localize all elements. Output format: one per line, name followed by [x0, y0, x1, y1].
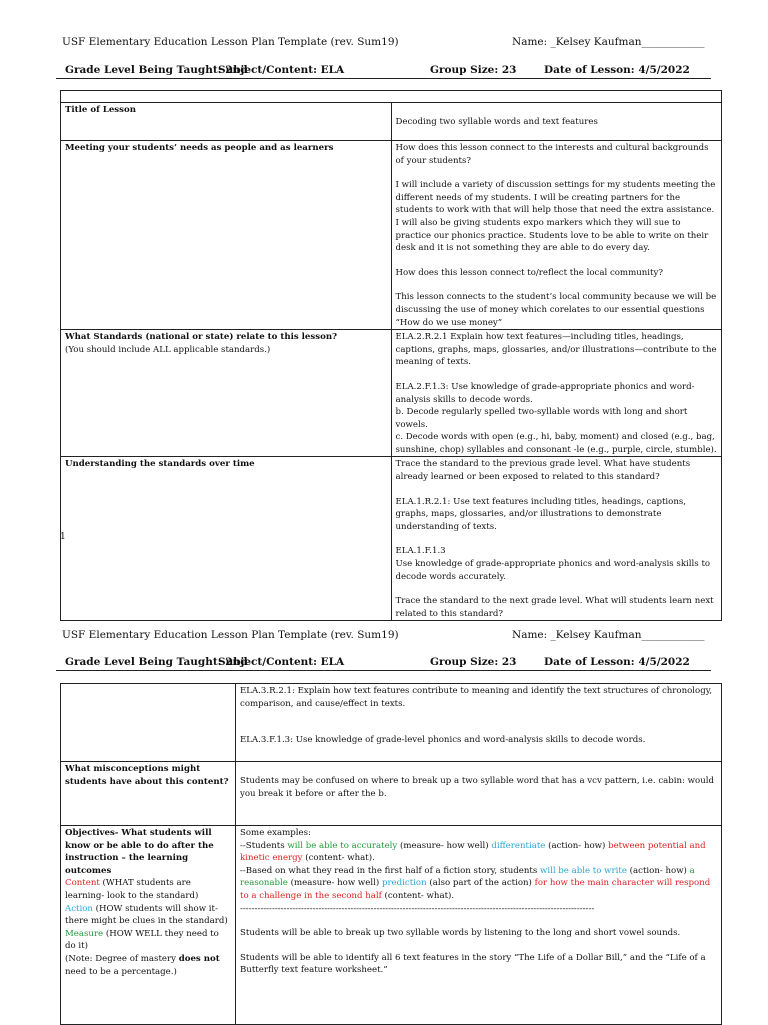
misconceptions-value: Students may be confused on where to break up a two syllable word that has a vcv pattern, i.e. cabin: would you break it before or after the b.: [240, 776, 714, 799]
next-grade-cell: [236, 684, 722, 762]
objectives-cell: [236, 826, 722, 1025]
objectives-example-2: --Based on what they read in the first half of a fiction story, students will be able to write (action- how) a reasonable (measure- how well) prediction (also part of the action) for how the main character will respond to a challenge in the second half (content- what).: [240, 865, 711, 901]
objectives-example-1: --Students will be able to accurately (measure- how well) differentiate (action- how) between potential and kinetic energy (content- what).: [240, 840, 706, 864]
objectives-measure-legend: [65, 928, 231, 953]
needs-answer-1: I will include a variety of discussion settings for my students meeting the different needs of my students. I will be creating partners for the students to work with that will help those that need the extra assistance. I will also be giving students expo markers which they will sue to practice our phonics practice. Students love to be able to write on their desk and it is not something they are able to do every day.: [395, 180, 716, 254]
standards-label-cell: [61, 330, 392, 457]
standard-ela-3-f-1-3: ELA.3.F.1.3: Use knowledge of grade-level phonics and word-analysis skills to decode words.: [240, 735, 646, 746]
grade-level-page2: Grade Level Being Taught: 2nd: [65, 656, 248, 668]
title-value: Decoding two syllable words and text features: [395, 117, 598, 127]
objectives-examples-heading: Some examples:: [240, 828, 311, 838]
objectives-mastery-note: (Note: Degree of mastery does not need to be a percentage.): [65, 953, 220, 977]
meta-divider: [56, 78, 711, 79]
lesson-plan-table-page1: [60, 90, 722, 621]
measure-word: Measure: [65, 928, 104, 939]
needs-answer-2: This lesson connects to the student’s local community because we will be discussing the use of money which corelates to our essential questions “How do we use money”: [395, 292, 717, 328]
content-word: Content: [65, 878, 100, 889]
misconceptions-label: What misconceptions might students have about this content?: [61, 762, 236, 826]
understanding-cell: [391, 457, 722, 621]
needs-cell: [391, 141, 722, 330]
needs-question-2: How does this lesson connect to/reflect the local community?: [395, 267, 663, 278]
objectives-label: Objectives- What students will know or be able to do after the instruction – the learning outcomes: [65, 828, 214, 876]
standard-ela-1-f-1-3-code: ELA.1.F.1.3: [395, 546, 446, 557]
standard-ela-2-f-1-3-c: c. Decode words with open (e.g., hi, baby, moment) and closed (e.g., bag, sunshine, chop) syllables and consonant -le (e.g., purple, circle, stumble).: [395, 432, 717, 455]
group-size-page2: Group Size: 23: [430, 656, 517, 668]
teacher-name: Name: _Kelsey Kaufman____________: [512, 36, 705, 48]
lesson-date-page2: Date of Lesson: 4/5/2022: [544, 656, 690, 668]
lesson-date: Date of Lesson: 4/5/2022: [544, 64, 690, 76]
next-grade-label-cell: [61, 684, 236, 762]
standard-ela-1-r-2-1: ELA.1.R.2.1: Use text features including titles, headings, captions, graphs, maps, glossaries, and/or illustrations to demonstrate understanding of texts.: [395, 496, 687, 532]
misconceptions-cell: [236, 762, 722, 826]
understanding-question-2: Trace the standard to the next grade level. What will students learn next related to this standard?: [395, 596, 714, 619]
standard-ela-2-r-2-1: ELA.2.R.2.1 Explain how text features—including titles, headings, captions, graphs, maps, glossaries, and/or illustrations—contribute to the meaning of texts.: [395, 332, 717, 368]
table-top-spacer: [61, 91, 722, 103]
objectives-content-legend: [65, 877, 231, 902]
understanding-label: Understanding the standards over time: [61, 457, 392, 621]
understanding-question-1: Trace the standard to the previous grade level. What have students already learned or been exposed to related to this standard?: [395, 459, 691, 483]
needs-question-1: How does this lesson connect to the interests and cultural backgrounds of your students?: [395, 143, 709, 166]
subject-content-page2: Subject/Content: ELA: [218, 656, 345, 668]
mastery-emphasis: does not: [178, 953, 220, 964]
group-size: Group Size: 23: [430, 64, 517, 76]
objective-1: Students will be able to break up two syllable words by listening to the long and short vowel sounds.: [240, 928, 681, 939]
standards-label: What Standards (national or state) relate to this lesson?: [65, 332, 338, 343]
action-desc: (HOW students will show it- there might be clues in the standard): [65, 903, 228, 927]
template-title-page2: USF Elementary Education Lesson Plan Template (rev. Sum19): [62, 629, 399, 641]
title-label: Title of Lesson: [61, 103, 392, 141]
measure-desc: (HOW WELL they need to do it): [65, 928, 219, 952]
objectives-label-cell: [61, 826, 236, 1025]
objectives-divider: --------------------------------------------------------------------------------------------------------------------------: [240, 903, 595, 914]
page-number: 1: [60, 532, 66, 542]
template-title: USF Elementary Education Lesson Plan Template (rev. Sum19): [62, 36, 399, 48]
lesson-plan-table-page2: [60, 683, 722, 1025]
title-cell: [391, 103, 722, 141]
action-word: Action: [65, 903, 93, 914]
subject-content: Subject/Content: ELA: [218, 64, 345, 76]
standards-note: (You should include ALL applicable standards.): [65, 344, 271, 355]
grade-level: Grade Level Being Taught: 2nd: [65, 64, 248, 76]
standard-ela-2-f-1-3-b: b. Decode regularly spelled two-syllable words with long and short vowels.: [395, 407, 688, 430]
standard-ela-1-f-1-3: Use knowledge of grade-appropriate phonics and word-analysis skills to decode words accurately.: [395, 559, 711, 582]
content-desc: (WHAT students are learning- look to the standard): [65, 878, 199, 901]
teacher-name-page2: Name: _Kelsey Kaufman____________: [512, 629, 705, 641]
needs-label: Meeting your students’ needs as people and as learners: [61, 141, 392, 330]
objective-2: Students will be able to identify all 6 text features in the story “The Life of a Dollar Bill,” and the “Life of a Butterfly text feature worksheet.”: [240, 952, 706, 976]
standards-cell: [391, 330, 722, 457]
objectives-action-legend: [65, 903, 231, 928]
standard-ela-3-r-2-1: ELA.3.R.2.1: Explain how text features contribute to meaning and identify the text structures of chronology, comparison, and cause/effect in texts.: [240, 686, 713, 709]
standard-ela-2-f-1-3: ELA.2.F.1.3: Use knowledge of grade-appropriate phonics and word-analysis skills to decode words.: [395, 381, 695, 405]
meta-divider-page2: [56, 670, 711, 671]
